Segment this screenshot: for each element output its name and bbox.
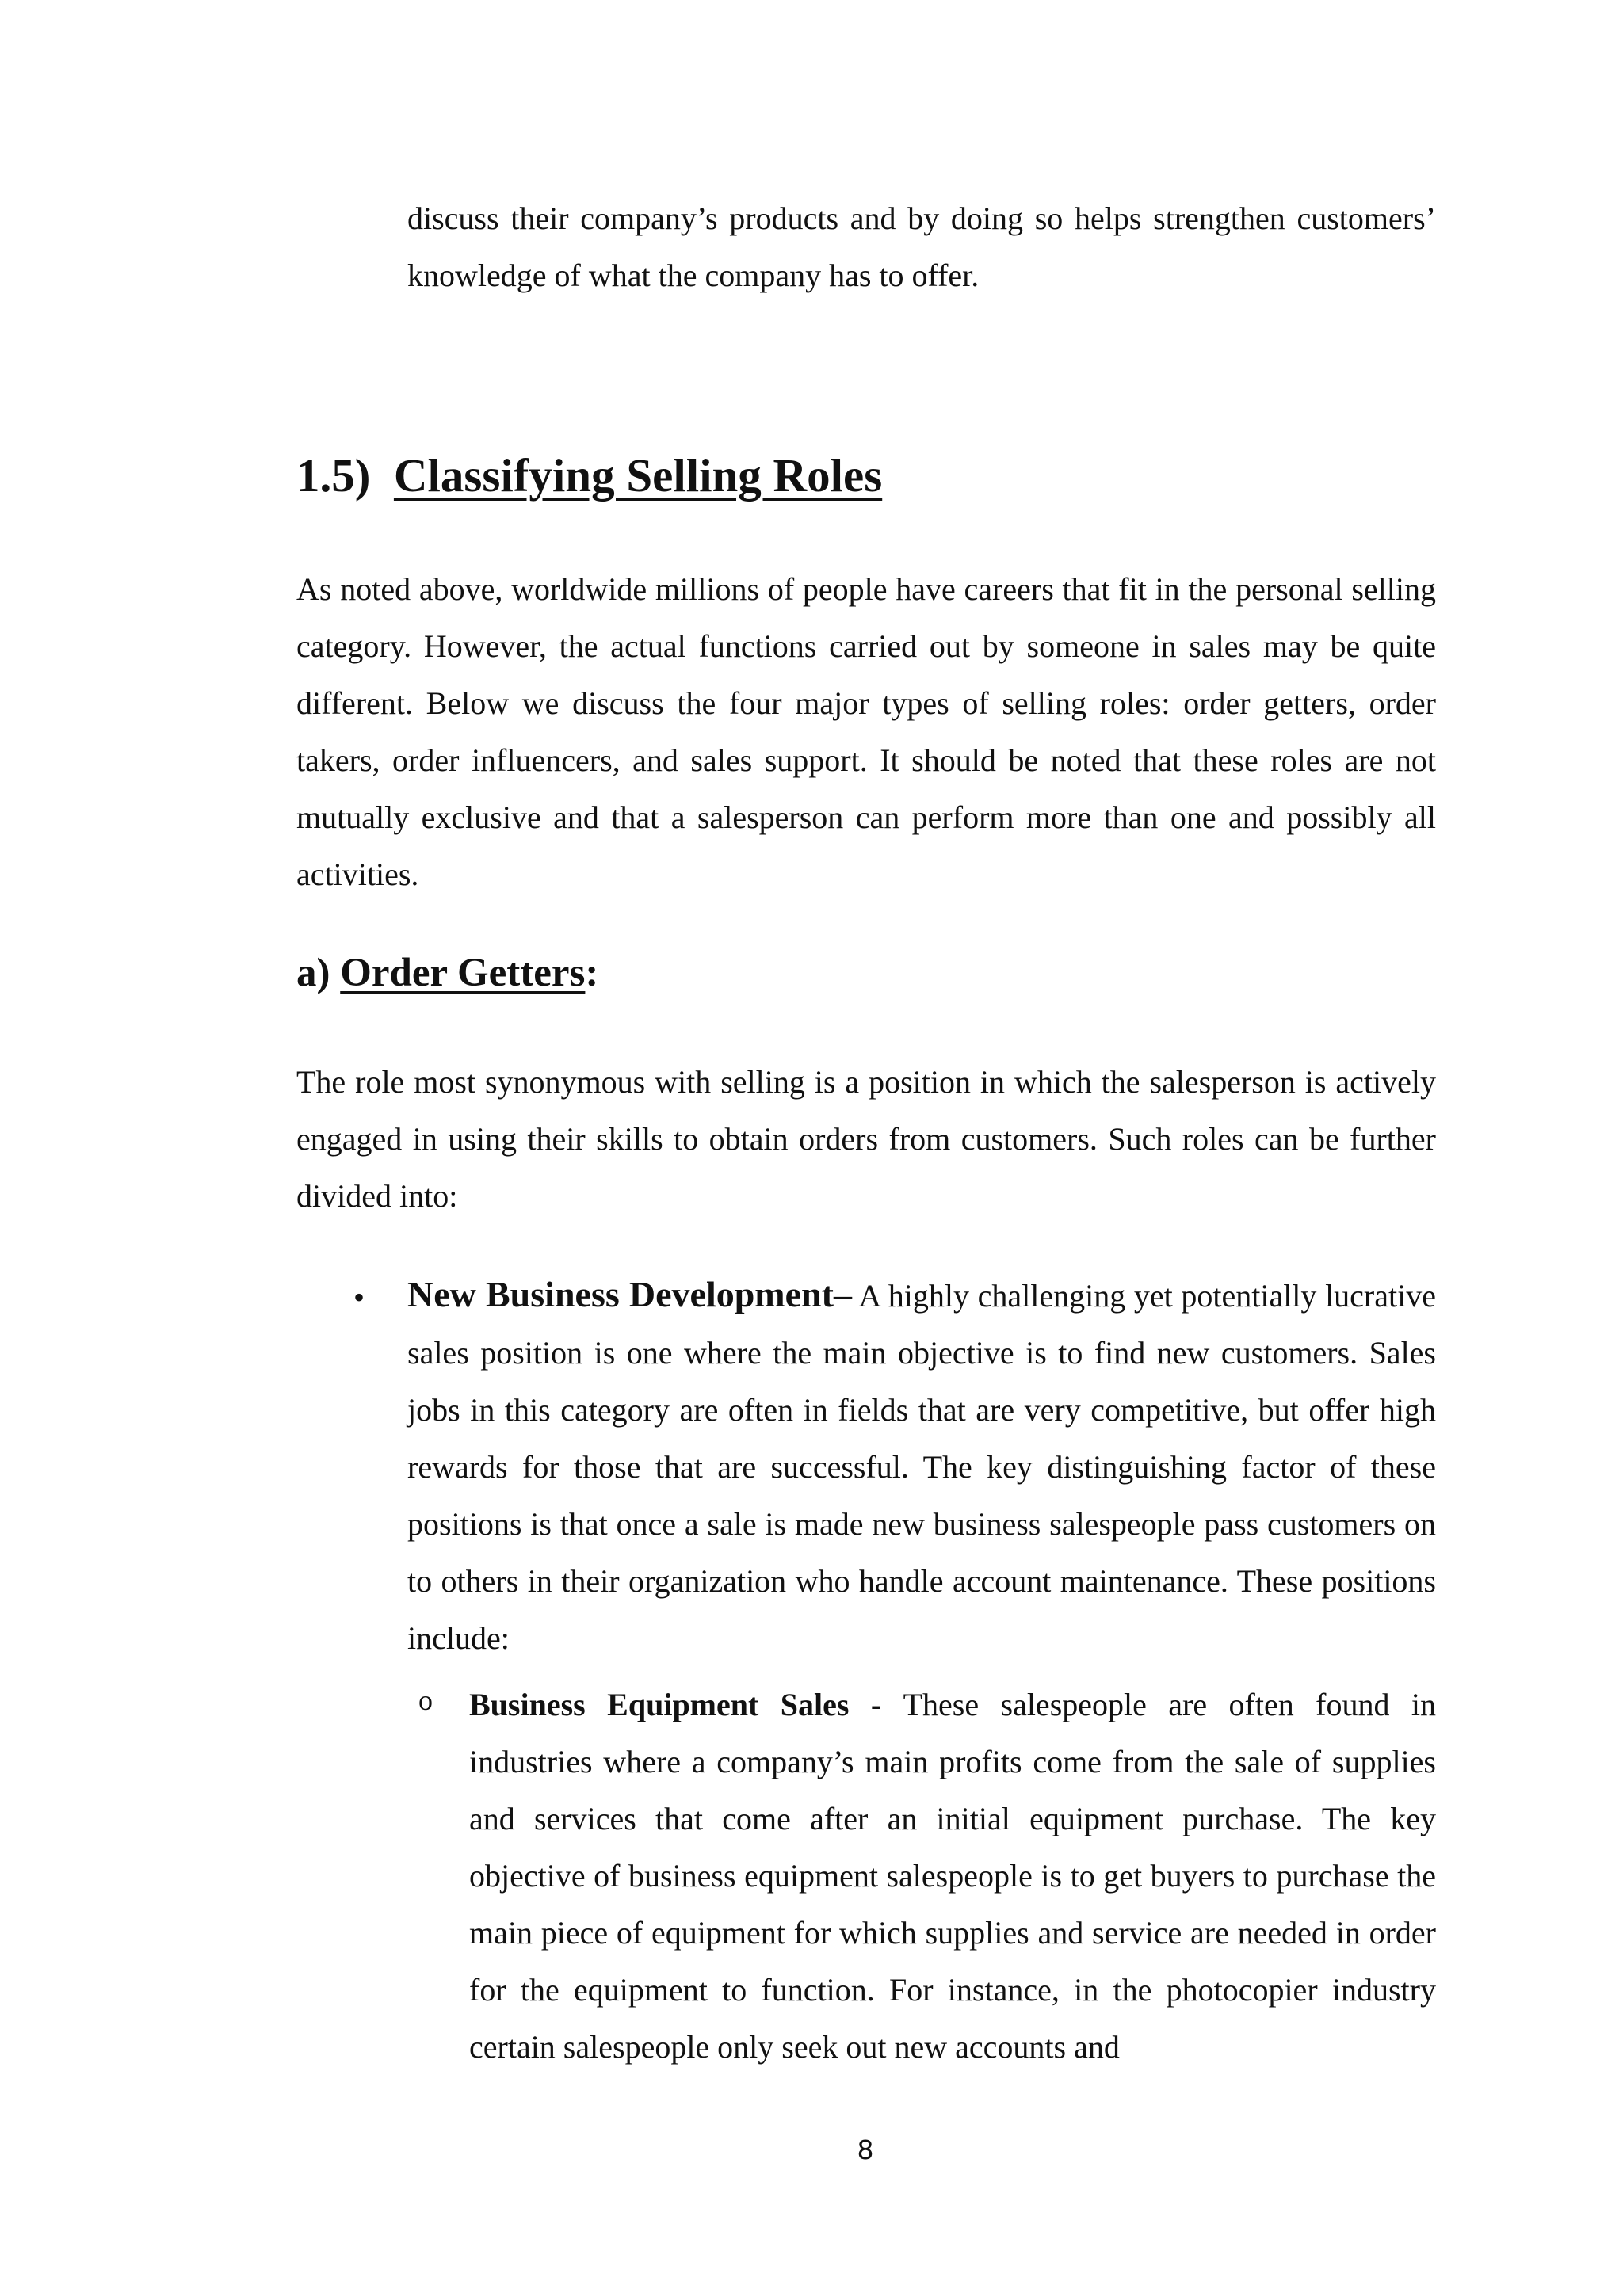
sub-list-item-business-equipment-sales: [469, 1676, 1436, 2076]
section-number: 1.5): [296, 449, 371, 502]
subsection-heading: [296, 944, 598, 1001]
list-item-text: A highly challenging yet potentially lucrative sales position is one where the main objective is to find new customers. Sales jobs in this category are often in fields that are very competitive, but offer high rewards for those that are successful. The key distinguishing factor of these positions is that once a sale is made new business salespeople pass customers on to others in their organization who handle account maintenance. These positions include:: [407, 1278, 1436, 1656]
list-item-new-business-development: [407, 1266, 1436, 1667]
sub-list-item-lead: Business Equipment Sales -: [469, 1687, 903, 1722]
sub-bullet-marker: o: [418, 1684, 433, 1716]
section-paragraph: As noted above, worldwide millions of people have careers that fit in the personal selling category. However, the actual functions carried out by someone in sales may be quite different. Below we discuss the four major types of selling roles: order getters, order takers, order influencers, and sales support. It should be noted that these roles are not mutually exclusive and that a salesperson can perform more than one and possibly all activities.: [296, 571, 1436, 892]
page-number: 8: [857, 2134, 874, 2165]
subsection-title: Order Getters: [340, 951, 586, 995]
subsection-label: a): [296, 951, 330, 995]
list-item-lead: New Business Development–: [407, 1274, 852, 1314]
section-heading: [296, 444, 882, 507]
intro-continuation-paragraph: discuss their company’s products and by doing so helps strengthen customers’ knowledge of what the company has to offer.: [407, 200, 1436, 293]
sub-list-item-text: These salespeople are often found in industries where a company’s main profits come from the sale of supplies and services that come after an initial equipment purchase. The key objective of business equipment salespeople is to get buyers to purchase the main piece of equipment for which supplies and service are needed in order for the equipment to function. For instance, in the photocopier industry certain salespeople only seek out new accounts and: [469, 1687, 1436, 2065]
subsection-colon: :: [585, 951, 599, 995]
section-title: Classifying Selling Roles: [393, 449, 883, 502]
subsection-paragraph: The role most synonymous with selling is a position in which the salesperson is actively engaged in using their skills to obtain orders from customers. Such roles can be further divided into:: [296, 1064, 1436, 1214]
bullet-marker: •: [353, 1280, 365, 1315]
